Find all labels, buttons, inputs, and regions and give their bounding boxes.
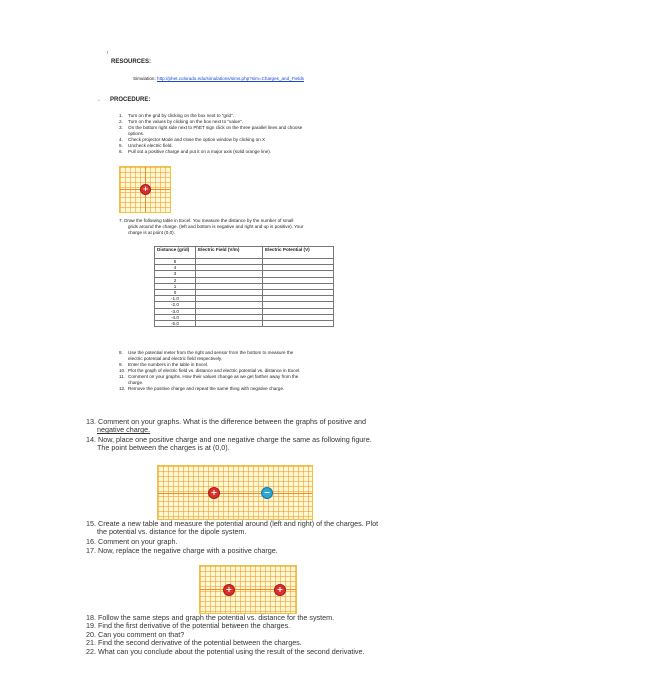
procedure-step: 1. Turn on the grid by clicking on the box next to "grid". bbox=[119, 113, 234, 118]
table-row: -1.0 bbox=[155, 296, 334, 302]
table-row: 4 bbox=[155, 265, 334, 271]
question-17: 17. Now, replace the negative charge with a positive charge. bbox=[86, 546, 278, 555]
simulation-label: Simulation: bbox=[133, 76, 156, 81]
procedure-step: 12. Remove the positive charge and repeat the same thing with negative charge. bbox=[119, 386, 285, 391]
table-row: -2.0 bbox=[155, 302, 334, 308]
procedure-step: 6. Pull out a positive charge and put it on a major axis (solid orange line). bbox=[119, 149, 271, 154]
question-13: 13. Comment on your graphs. What is the difference between the graphs of positive and negative charge. bbox=[86, 417, 366, 435]
header-distance: Distance (grid) bbox=[155, 247, 196, 259]
simulation-line bbox=[133, 76, 304, 82]
table-row: -4.0 bbox=[155, 314, 334, 320]
question-19: 19. Find the first derivative of the potential between the charges. bbox=[86, 621, 291, 631]
procedure-bullet: • bbox=[98, 98, 100, 103]
questions-18-22 bbox=[86, 614, 365, 656]
table-row: 3 bbox=[155, 271, 334, 277]
positive-charge-icon: + bbox=[223, 584, 235, 596]
positive-charge-icon: + bbox=[274, 584, 286, 596]
procedure-step: 5. Uncheck electric field. bbox=[119, 143, 173, 148]
procedure-step: 8. Use the potential meter from the right and sensor from the bottom to measure the bbox=[119, 350, 294, 355]
table-row: 5 bbox=[155, 259, 334, 265]
table-row: 2 bbox=[155, 277, 334, 283]
resources-heading: RESOURCES: bbox=[111, 59, 152, 65]
procedure-step: 10. Plot the graph of electric field vs. distance and electric potential vs. distance in Excel. bbox=[119, 368, 301, 373]
two-positive-grid bbox=[199, 565, 297, 614]
procedure-step: 11. Comment on your graphs. How their values change as we get farther away from the bbox=[119, 374, 299, 379]
dipole-grid bbox=[157, 465, 313, 520]
grid-axis-horizontal bbox=[158, 493, 312, 494]
procedure-step: 4. Check projector Mode and close the option window by clicking on X bbox=[119, 137, 266, 142]
procedure-step: charge. bbox=[128, 380, 144, 385]
procedure-heading: PROCEDURE: bbox=[110, 97, 151, 103]
table-row: -5.0 bbox=[155, 321, 334, 327]
question-14: 14. Now, place one positive charge and one negative charge the same as following figure. The point between the charges is at (0,0). bbox=[86, 435, 372, 453]
question-15: 15. Create a new table and measure the potential around (left and right) of the charges. Plot the potential vs. distance for the dipole system. bbox=[86, 519, 379, 537]
table-row: 1 bbox=[155, 283, 334, 289]
step-7: 7. Draw the following table in Excel. You measure the distance by the number of small grids around the charge. (left and bottom is negative and right and up is positive). Your charge is at point (0,0). bbox=[119, 218, 304, 235]
page-marker: ! bbox=[107, 50, 109, 55]
procedure-steps bbox=[119, 113, 302, 155]
negative-charge-icon: − bbox=[261, 487, 273, 499]
question-21: 21. Find the second derivative of the potential between the charges. bbox=[86, 638, 302, 648]
positive-charge-icon: + bbox=[140, 184, 151, 195]
procedure-step: electric potential and electric field respectively. bbox=[128, 356, 223, 361]
header-electric-field: Electric Field (V/m) bbox=[196, 247, 263, 259]
question-20: 20. Can you comment on that? bbox=[86, 629, 185, 639]
question-16: 16. Comment on your graph. bbox=[86, 537, 178, 546]
procedure-step: 9. Enter the numbers in the table in Excel. bbox=[119, 362, 209, 367]
simulation-link[interactable]: http://phet.colorado.edu/simulations/sims.php?sim=Charges_and_Fields bbox=[157, 76, 304, 81]
header-electric-potential: Electric Potential (V) bbox=[263, 247, 334, 259]
table-row: -3.0 bbox=[155, 308, 334, 314]
procedure-step: options. bbox=[128, 131, 145, 136]
measurement-table bbox=[154, 246, 334, 327]
procedure-step: 2. Turn on the values by clicking on the box next to "value". bbox=[119, 119, 243, 124]
question-18: 18. Follow the same steps and graph the potential vs. distance for the system. bbox=[86, 613, 335, 622]
question-22: 22. What can you conclude about the potential using the result of the second derivative. bbox=[86, 646, 365, 656]
single-charge-grid bbox=[119, 166, 171, 213]
positive-charge-icon: + bbox=[208, 487, 220, 499]
procedure-steps-continued bbox=[119, 350, 300, 392]
table-row: 0 bbox=[155, 290, 334, 296]
procedure-step: 3. On the bottom right side next to PhET sign click on the three parallel lines and choose bbox=[119, 125, 303, 130]
